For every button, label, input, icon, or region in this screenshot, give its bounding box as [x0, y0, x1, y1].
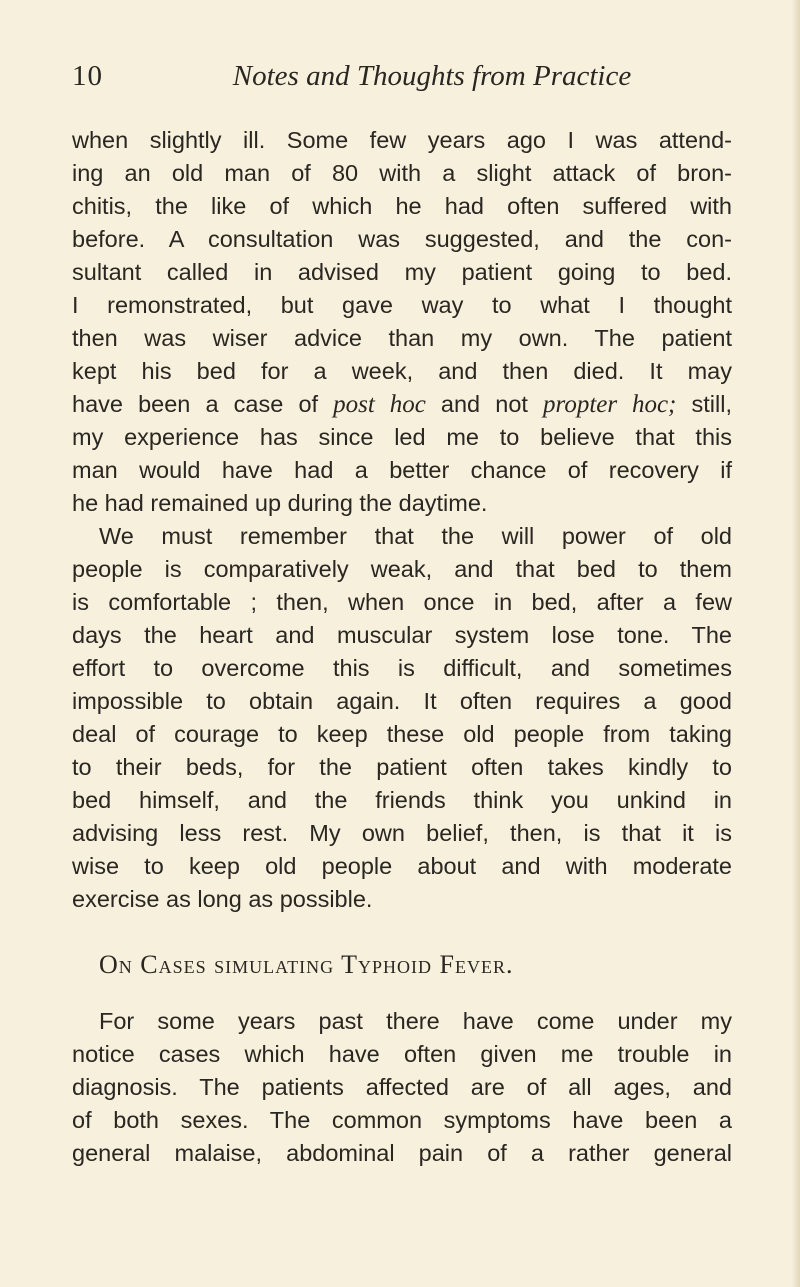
- text-line: to their beds, for the patient often takes kindly to: [72, 754, 732, 780]
- text-line: of both sexes. The common symptoms have been a: [72, 1107, 732, 1133]
- section-heading-text: On Cases simulating Typhoid Fever.: [99, 950, 514, 979]
- text-line: effort to overcome this is difficult, and sometimes: [72, 655, 732, 681]
- page-number: 10: [72, 60, 103, 92]
- text-line: notice cases which have often given me trouble in: [72, 1041, 732, 1067]
- text-line: then was wiser advice than my own. The patient: [72, 325, 732, 351]
- text-line: sultant called in advised my patient going to bed.: [72, 259, 732, 285]
- paragraph-3: [72, 1005, 732, 1170]
- text-line: advising less rest. My own belief, then, is that it is: [72, 820, 732, 846]
- text-line: people is comparatively weak, and that bed to them: [72, 556, 732, 582]
- text-line: For some years past there have come under my: [99, 1008, 732, 1034]
- text-line: days the heart and muscular system lose tone. The: [72, 622, 732, 648]
- paragraph-1: [72, 124, 732, 520]
- page-edge-shadow: [792, 0, 800, 1287]
- text-line: is comfortable ; then, when once in bed, after a few: [72, 589, 732, 615]
- text-line: kept his bed for a week, and then died. It may: [72, 358, 732, 384]
- text-fragment: still,: [676, 391, 732, 417]
- text-line: wise to keep old people about and with moderate: [72, 853, 732, 879]
- text-line: deal of courage to keep these old people from taking: [72, 721, 732, 747]
- text-line: general malaise, abdominal pain of a rather general: [72, 1140, 732, 1166]
- text-fragment: have been a case of: [72, 391, 334, 417]
- text-line: exercise as long as possible.: [72, 886, 373, 912]
- text-line: I remonstrated, but gave way to what I thought: [72, 292, 732, 318]
- text-line: my experience has since led me to believe that this: [72, 424, 732, 450]
- text-line: when slightly ill. Some few years ago I was attend-: [72, 127, 732, 153]
- text-line: bed himself, and the friends think you unkind in: [72, 787, 732, 813]
- section-heading: [72, 948, 732, 981]
- text-line: We must remember that the will power of old: [99, 523, 732, 549]
- paragraph-2: [72, 520, 732, 916]
- text-line: ing an old man of 80 with a slight attack of bron-: [72, 160, 732, 186]
- latin-phrase-post-hoc: post hoc: [333, 391, 426, 418]
- running-head: [72, 56, 732, 96]
- running-title: Notes and Thoughts from Practice: [232, 60, 632, 92]
- body-text: [72, 124, 732, 1170]
- text-line: diagnosis. The patients affected are of all ages, and: [72, 1074, 732, 1100]
- text-fragment: and not: [425, 391, 544, 417]
- text-line: before. A consultation was suggested, and the con-: [72, 226, 732, 252]
- text-line-with-latin: [72, 388, 732, 421]
- text-line: impossible to obtain again. It often requires a good: [72, 688, 732, 714]
- text-line: man would have had a better chance of recovery if: [72, 457, 732, 483]
- text-line: he had remained up during the daytime.: [72, 490, 488, 516]
- latin-phrase-propter-hoc: propter hoc;: [543, 391, 677, 418]
- text-line: chitis, the like of which he had often suffered with: [72, 193, 732, 219]
